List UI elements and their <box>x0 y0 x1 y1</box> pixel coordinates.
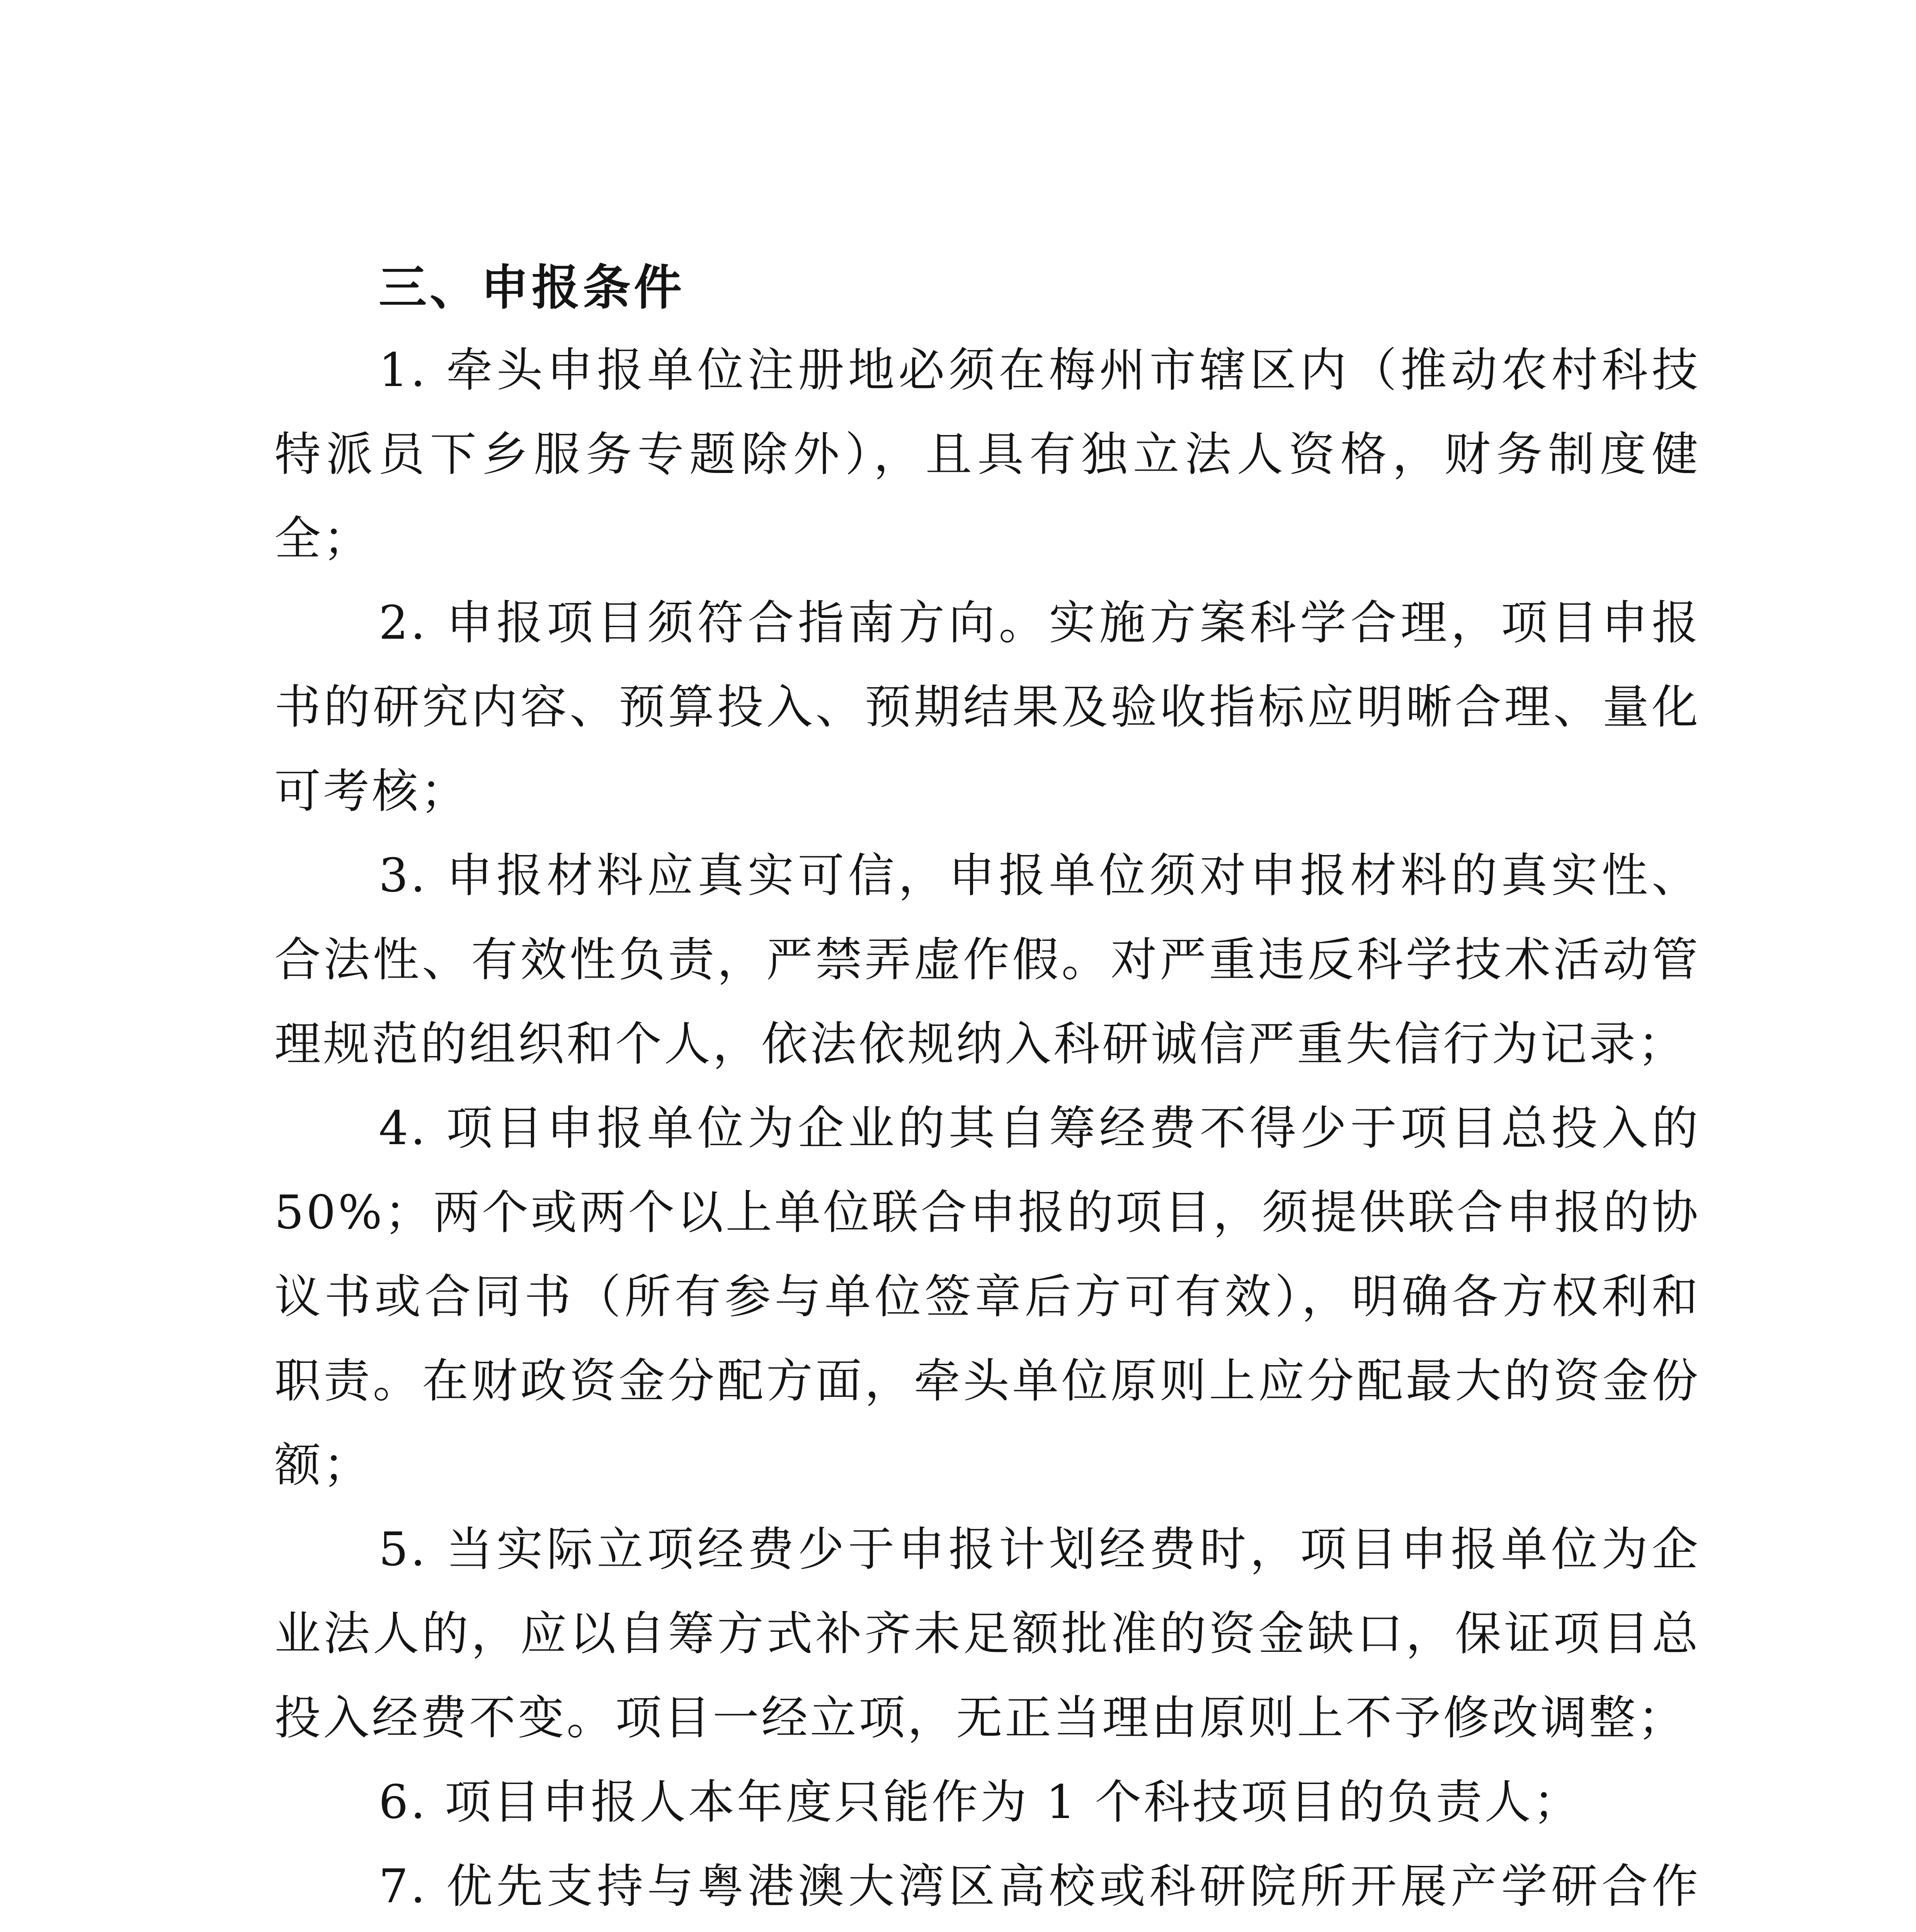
condition-item-2: 2. 申报项目须符合指南方向。实施方案科学合理，项目申报书的研究内容、预算投入、预期结果及验收指标应明晰合理、量化可考核； <box>274 596 1700 818</box>
section-heading: 三、申报条件 <box>379 260 685 316</box>
condition-item-1: 1. 牵头申报单位注册地必须在梅州市辖区内（推动农村科技特派员下乡服务专题除外），且具有独立法人资格，财务制度健全； <box>274 344 1700 566</box>
condition-item-7: 7. 优先支持与粤港澳大湾区高校或科研院所开展产学研合作 <box>379 1860 1700 1913</box>
condition-item-5: 5. 当实际立项经费少于申报计划经费时，项目申报单位为企业法人的，应以自筹方式补齐未足额批准的资金缺口，保证项目总投入经费不变。项目一经立项，无正当理由原则上不予修改调整； <box>274 1523 1700 1745</box>
document-body <box>274 247 1700 1932</box>
condition-item-6: 6. 项目申报人本年度只能作为 1 个科技项目的负责人； <box>379 1776 1582 1829</box>
condition-item-4: 4. 项目申报单位为企业的其自筹经费不得少于项目总投入的 50%；两个或两个以上单位联合申报的项目，须提供联合申报的协议书或合同书（所有参与单位签章后方可有效），明确各方权利和职责。在财政资金分配方面，牵头单位原则上应分配最大的资金份额； <box>274 1102 1700 1492</box>
condition-item-3: 3. 申报材料应真实可信，申报单位须对申报材料的真实性、合法性、有效性负责，严禁弄虚作假。对严重违反科学技术活动管理规范的组织和个人，依法依规纳入科研诚信严重失信行为记录； <box>274 849 1700 1071</box>
